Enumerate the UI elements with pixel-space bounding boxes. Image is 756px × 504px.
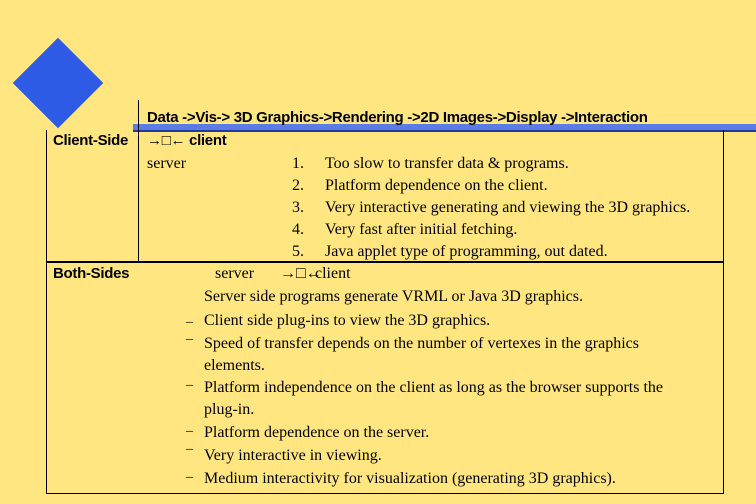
list-item: plug-in. xyxy=(204,401,255,418)
list-item: Client side plug-ins to view the 3D graphics. xyxy=(204,312,491,329)
bullet-icon: _ xyxy=(186,465,193,480)
list-item: Server side programs generate VRML or Java 3D graphics. xyxy=(204,288,583,305)
list-item: Too slow to transfer data & programs. xyxy=(325,155,569,172)
client-arrow-line: →□← client xyxy=(147,132,227,149)
bullet-icon: _ xyxy=(186,373,193,388)
pipeline-header: Data ->Vis-> 3D Graphics->Rendering ->2D Images->Display ->Interaction xyxy=(147,109,648,126)
list-item: elements. xyxy=(204,357,265,374)
list-item: Very fast after initial fetching. xyxy=(325,221,518,238)
list-item: Java applet type of programming, out dated. xyxy=(325,243,608,260)
list-item-number: 2. xyxy=(292,177,304,194)
arrow-glyph: →□← xyxy=(280,265,322,282)
table-row-divider xyxy=(46,261,723,263)
bullet-icon: _ xyxy=(186,419,193,434)
list-item-number: 4. xyxy=(292,221,304,238)
both-client-label: client xyxy=(315,265,351,282)
both-server-label: server xyxy=(215,265,255,282)
list-item-number: 5. xyxy=(292,243,304,260)
list-item: Platform dependence on the client. xyxy=(325,177,548,194)
bullet-icon: _ xyxy=(186,310,193,325)
list-item: Very interactive generating and viewing the 3D graphics. xyxy=(325,199,691,216)
table-column-divider xyxy=(138,100,139,262)
list-item: Platform independence on the client as long as the browser supports the xyxy=(204,379,663,396)
client-side-label: Client-Side xyxy=(53,132,129,149)
bullet-icon: _ xyxy=(186,327,193,342)
both-sides-label: Both-Sides xyxy=(53,265,130,282)
decorative-diamond xyxy=(13,38,104,129)
list-item-number: 1. xyxy=(292,155,304,172)
server-label: server xyxy=(147,155,187,172)
list-item: Very interactive in viewing. xyxy=(204,447,382,464)
list-item-number: 3. xyxy=(292,199,304,216)
list-item: Speed of transfer depends on the number of vertexes in the graphics xyxy=(204,335,639,352)
list-item: Platform dependence on the server. xyxy=(204,424,430,441)
list-item: Medium interactivity for visualization (generating 3D graphics). xyxy=(204,470,616,487)
bullet-icon: _ xyxy=(186,437,193,452)
